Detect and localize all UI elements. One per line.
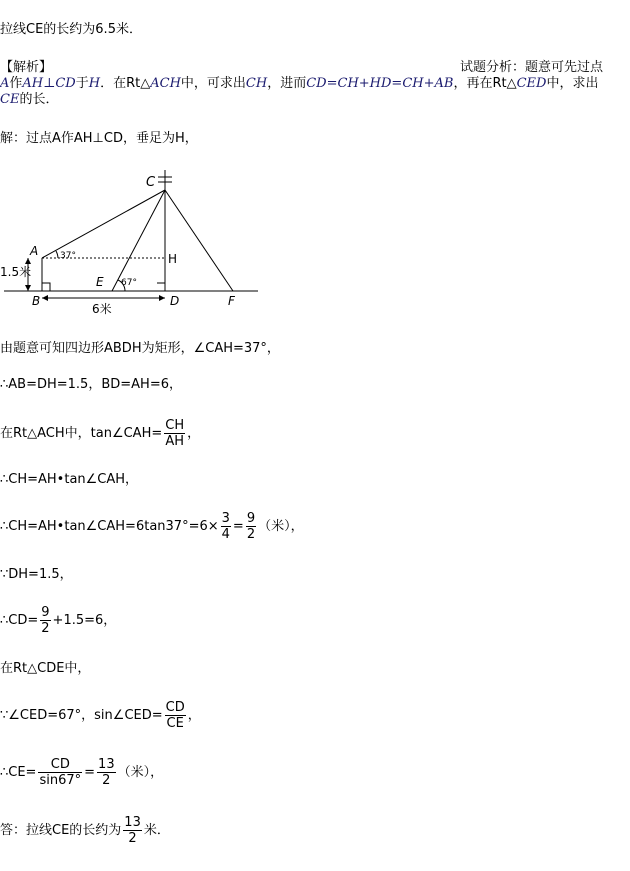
numerator: 3 [221,511,230,526]
step-10 [0,757,163,788]
step-11-answer [0,815,170,846]
step-1: 由题意可知四边形ABDH为矩形，∠CAH=37°， [0,341,280,356]
answer-line: 拉线CE的长约为6.5米． [0,22,142,37]
label-h: H [168,252,178,266]
analysis-line-3 [0,92,58,108]
var-ce: CE [0,92,20,107]
numerator: 9 [41,605,50,620]
fraction-13-2 [123,815,142,846]
text: 的长． [19,92,59,107]
analysis-intro-right: 试题分析：题意可先过点 [460,60,604,75]
label-a: A [30,244,39,258]
angle-67-label: 67° [121,278,137,288]
height-label: 1.5米 [0,265,32,279]
denominator: sin67° [39,773,82,788]
step-8: 在Rt△CDE中， [0,661,91,676]
label-e: E [96,275,104,289]
label-f: F [228,294,235,308]
fraction-9-2 [246,511,256,542]
step-5 [0,511,304,542]
text: ， [187,426,201,441]
denominator: CE [166,716,184,731]
var-h: H [88,76,101,91]
fraction-cd-ce [165,700,186,731]
denominator: 2 [128,831,137,846]
text: 米． [143,823,170,838]
var-ah-perp-cd: AH⊥CD [22,76,76,91]
denominator: 2 [246,527,256,542]
var-ach: ACH [150,76,181,91]
text: 在Rt△ACH中，tan∠CAH= [0,426,163,441]
solution-intro: 解：过点A作AH⊥CD，垂足为H， [0,131,198,146]
label-c: C [146,175,156,190]
denominator: 4 [221,527,230,542]
denominator: 2 [102,773,111,788]
label-b: B [32,294,41,308]
var-cd-eq: CD=CH+HD=CH+AB [306,76,454,91]
text: 答：拉线CE的长约为 [0,823,122,838]
numerator: CD [165,700,185,715]
denominator: AH [165,434,185,449]
geometry-figure [0,168,280,318]
text: ．在Rt△ [100,76,151,91]
text: 中，求出 [546,76,599,91]
fraction-13-2 [97,757,116,788]
text: （米）， [258,519,304,534]
angle-37-label: 37° [60,251,76,261]
text: ，再在Rt△ [453,76,517,91]
fraction-ch-ah [164,418,185,449]
denominator: 2 [41,621,50,636]
text: ，进而 [267,76,307,91]
analysis-line-2 [0,76,598,92]
numerator: 13 [124,815,141,830]
text: 作 [9,76,23,91]
width-label: 6米 [92,302,112,316]
var-ch: CH [245,76,268,91]
numerator: CD [38,757,82,773]
var-ced: CED [516,76,547,91]
step-4: ∴CH=AH•tan∠CAH， [0,472,139,487]
numerator: 13 [98,757,115,772]
analysis-tag: 【解析】 [0,60,53,75]
text: ， [187,708,201,723]
fraction-3-4 [221,511,231,542]
numerator: CH [165,418,185,433]
text: +1.5=6， [52,613,117,628]
fraction-cd-sin67 [38,757,82,788]
text: 中，可求出 [180,76,246,91]
step-2: ∴AB=DH=1.5，BD=AH=6， [0,377,182,392]
text: = [84,765,96,780]
step-7 [0,605,116,636]
step-9 [0,700,201,731]
text: ∴CH=AH•tan∠CAH=6tan37°=6× [0,519,219,534]
step-3 [0,418,200,449]
var-a: A [0,76,10,91]
step-6: ∵DH=1.5， [0,567,73,582]
fraction-9-2 [40,605,50,636]
text: = [232,519,244,534]
text: ∵∠CED=67°，sin∠CED= [0,708,163,723]
text: ∴CE= [0,765,37,780]
numerator: 9 [246,511,256,526]
label-d: D [170,294,180,308]
text: ∴CD= [0,613,39,628]
text: （米）， [117,765,164,780]
text: 于 [75,76,89,91]
